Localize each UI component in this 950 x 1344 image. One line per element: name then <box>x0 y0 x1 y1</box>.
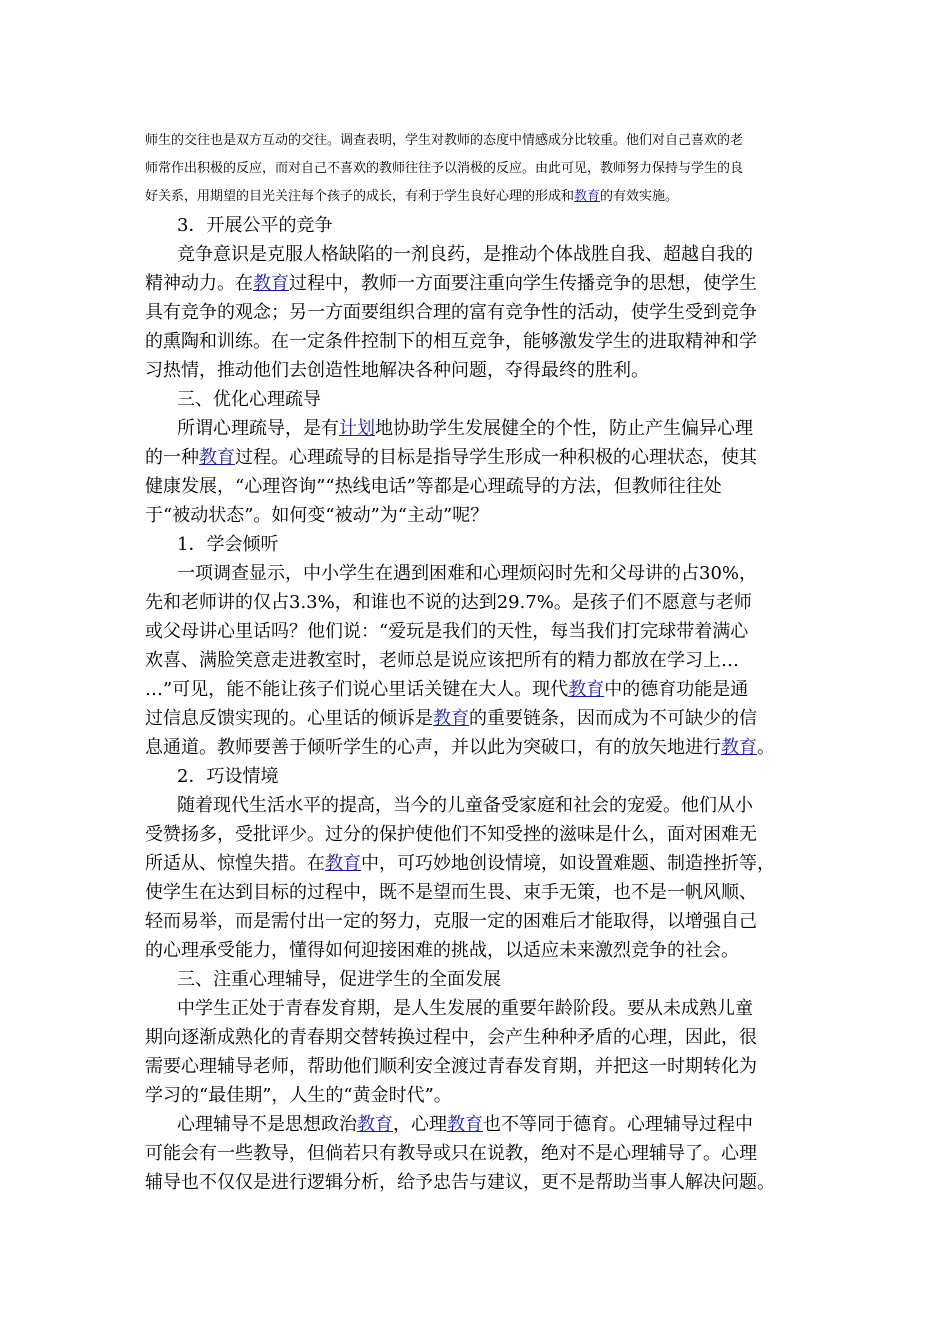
keyword-link[interactable]: 教育 <box>721 737 757 758</box>
text-run: 师生的交往也是双方互动的交往。调查表明，学生对教师的态度中情感成分比较重。他们对自己喜欢的老 <box>145 133 744 148</box>
text-line <box>145 211 807 240</box>
text-run: 好关系，用期望的目光关注每个孩子的成长，有利于学生良好心理的形成和 <box>145 189 575 204</box>
keyword-link[interactable]: 教育 <box>433 708 469 729</box>
text-run: 的重要链条，因而成为不可缺少的信 <box>469 708 757 729</box>
text-line <box>145 849 807 878</box>
keyword-link[interactable]: 教育 <box>357 1114 393 1135</box>
text-line <box>145 733 807 762</box>
text-line <box>145 791 807 820</box>
text-run: 精神动力。在 <box>145 273 253 294</box>
text-run: 一项调查显示，中小学生在遇到困难和心理烦闷时先和父母讲的占30%， <box>177 563 758 584</box>
text-run: 中，可巧妙地创设情境，如设置难题、制造挫折等， <box>361 853 775 874</box>
text-line <box>145 269 807 298</box>
text-run: 过程。心理疏导的目标是指导学生形成一种积极的心理状态，使其 <box>235 447 757 468</box>
text-run: 2．巧设情境 <box>177 766 279 787</box>
keyword-link[interactable]: 教育 <box>199 447 235 468</box>
text-run: 于“被动状态”。如何变“被动”为“主动”呢？ <box>145 505 489 526</box>
main-text <box>145 211 807 1197</box>
text-run: 先和老师讲的仅占3.3%，和谁也不说的达到29.7%。是孩子们不愿意与老师 <box>145 592 752 613</box>
text-line <box>145 675 807 704</box>
text-run: 或父母讲心里话吗？他们说：“爱玩是我们的天性，每当我们打完球带着满心 <box>145 621 749 642</box>
text-run: 的心理承受能力，懂得如何迎接困难的挑战，以适应未来激烈竞争的社会。 <box>145 940 739 961</box>
text-line <box>145 559 807 588</box>
text-run: 师常作出积极的反应，而对自己不喜欢的教师往往予以消极的反应。由此可见，教师努力保持与学生的良 <box>145 161 744 176</box>
text-run: 息通道。教师要善于倾听学生的心声，并以此为突破口，有的放矢地进行 <box>145 737 721 758</box>
text-line <box>145 327 807 356</box>
text-line <box>145 1023 807 1052</box>
text-run: 健康发展，“心理咨询”“热线电话”等都是心理疏导的方法，但教师往往处 <box>145 476 722 497</box>
text-line <box>145 472 807 501</box>
text-line <box>145 1052 807 1081</box>
text-line <box>145 530 807 559</box>
text-run: 的有效实施。 <box>600 189 679 204</box>
text-run: 使学生在达到目标的过程中，既不是望而生畏、束手无策，也不是一帆风顺、 <box>145 882 757 903</box>
text-line <box>145 617 807 646</box>
text-line <box>145 588 807 617</box>
text-line <box>145 240 807 269</box>
text-run: 过程中，教师一方面要注重向学生传播竞争的思想，使学生 <box>289 273 757 294</box>
text-run: 所适从、惊惶失措。在 <box>145 853 325 874</box>
text-run: 。 <box>757 737 775 758</box>
text-line <box>145 385 807 414</box>
keyword-link[interactable]: 教育 <box>253 273 289 294</box>
text-line <box>145 183 807 211</box>
text-run: 1．学会倾听 <box>177 534 279 555</box>
text-run: 需要心理辅导老师，帮助他们顺利安全渡过青春发育期，并把这一时期转化为 <box>145 1056 757 1077</box>
text-line <box>145 820 807 849</box>
text-run: 的熏陶和训练。在一定条件控制下的相互竞争，能够激发学生的进取精神和学 <box>145 331 757 352</box>
text-line <box>145 501 807 530</box>
text-run: 学习的“最佳期”，人生的“黄金时代”。 <box>145 1085 452 1106</box>
text-run: 的一种 <box>145 447 199 468</box>
text-run: 中学生正处于青春发育期，是人生发展的重要年龄阶段。要从未成熟儿童 <box>177 998 753 1019</box>
text-run: 中的德育功能是通 <box>604 679 749 700</box>
text-run: 期向逐渐成熟化的青春期交替转换过程中，会产生种种矛盾的心理，因此，很 <box>145 1027 757 1048</box>
text-run: 所谓心理疏导，是有 <box>177 418 339 439</box>
text-run: 地协助学生发展健全的个性，防止产生偏异心理 <box>375 418 753 439</box>
text-line <box>145 1168 807 1197</box>
text-line <box>145 298 807 327</box>
text-run: 具有竞争的观念；另一方面要组织合理的富有竞争性的活动，使学生受到竞争 <box>145 302 757 323</box>
keyword-link[interactable]: 教育 <box>447 1114 483 1135</box>
text-line <box>145 965 807 994</box>
text-run: …”可见，能不能让孩子们说心里话关键在大人。现代 <box>145 679 569 700</box>
text-line <box>145 704 807 733</box>
text-run: 轻而易举，而是需付出一定的努力，克服一定的困难后才能取得，以增强自己 <box>145 911 757 932</box>
text-run: 辅导也不仅仅是进行逻辑分析，给予忠告与建议，更不是帮助当事人解决问题。 <box>145 1172 775 1193</box>
text-line <box>145 1139 807 1168</box>
text-run: 习热情，推动他们去创造性地解决各种问题，夺得最终的胜利。 <box>145 360 649 381</box>
text-run: 随着现代生活水平的提高，当今的儿童备受家庭和社会的宠爱。他们从小 <box>177 795 753 816</box>
text-line <box>145 762 807 791</box>
text-run: 受赞扬多，受批评少。过分的保护使他们不知受挫的滋味是什么，面对困难无 <box>145 824 757 845</box>
text-run: 欢喜、满脸笑意走进教室时，老师总是说应该把所有的精力都放在学习上… <box>145 650 739 671</box>
text-line <box>145 414 807 443</box>
text-line <box>145 646 807 675</box>
text-run: 也不等同于德育。心理辅导过程中 <box>483 1114 753 1135</box>
text-run: 过信息反馈实现的。心里话的倾诉是 <box>145 708 433 729</box>
text-line <box>145 155 807 183</box>
keyword-link[interactable]: 教育 <box>568 679 605 700</box>
text-line <box>145 878 807 907</box>
intro-paragraph <box>145 127 807 211</box>
text-run: ，心理 <box>393 1114 447 1135</box>
text-line <box>145 994 807 1023</box>
text-run: 心理辅导不是思想政治 <box>177 1114 357 1135</box>
text-run: 可能会有一些教导，但倘若只有教导或只在说教，绝对不是心理辅导了。心理 <box>145 1143 757 1164</box>
text-run: 竞争意识是克服人格缺陷的一剂良药，是推动个体战胜自我、超越自我的 <box>177 244 753 265</box>
text-run: 三、优化心理疏导 <box>177 389 321 410</box>
text-line <box>145 356 807 385</box>
text-run: 三、注重心理辅导，促进学生的全面发展 <box>177 969 501 990</box>
keyword-link[interactable]: 教育 <box>325 853 361 874</box>
text-line <box>145 907 807 936</box>
text-line <box>145 127 807 155</box>
text-line <box>145 936 807 965</box>
text-line <box>145 443 807 472</box>
text-run: 3．开展公平的竞争 <box>177 215 333 236</box>
text-line <box>145 1081 807 1110</box>
keyword-link[interactable]: 教育 <box>574 189 601 204</box>
keyword-link[interactable]: 计划 <box>339 418 375 439</box>
text-line <box>145 1110 807 1139</box>
